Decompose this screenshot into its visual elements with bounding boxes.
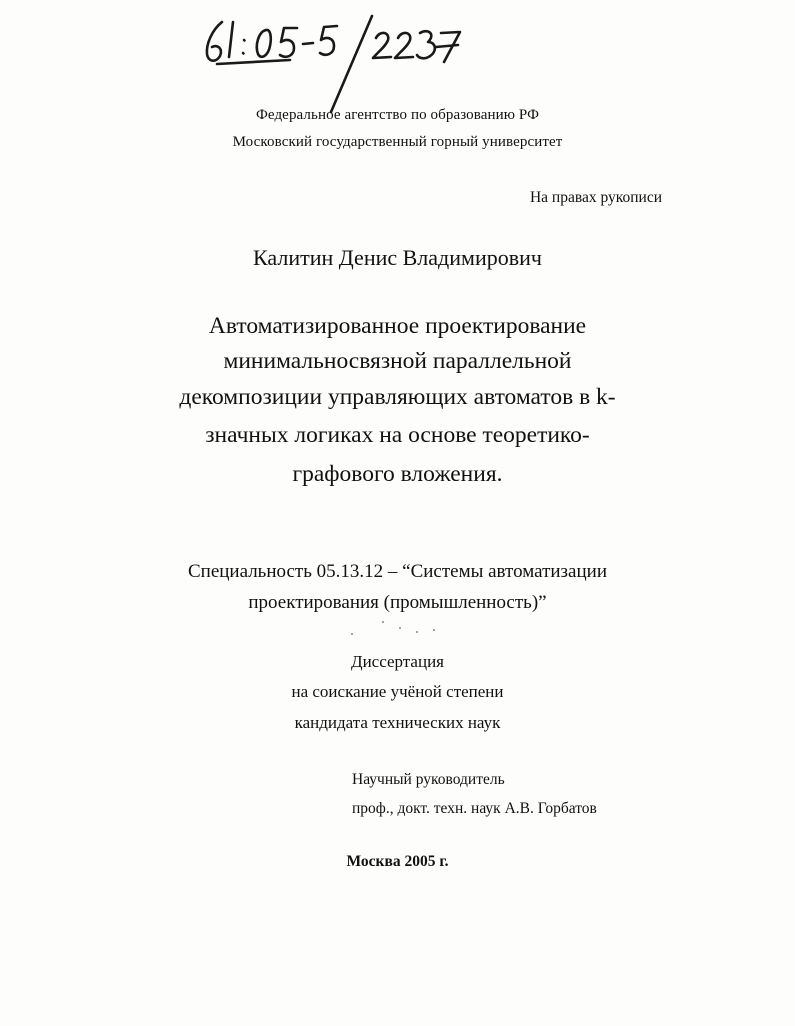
scan-speck xyxy=(416,631,418,633)
supervisor-name: проф., докт. техн. наук А.В. Горбатов xyxy=(352,800,597,817)
dissertation-line: на соискание учёной степени xyxy=(291,682,504,701)
manuscript-rights-note: На правах рукописи xyxy=(529,189,662,206)
scan-speck xyxy=(433,629,435,631)
specialty-line: Специальность 05.13.12 – “Системы автоматизации xyxy=(187,561,607,582)
title-line: значных логиках на основе теоретико- xyxy=(205,422,590,448)
specialty-line: проектирования (промышленность)” xyxy=(248,592,547,613)
agency-name: Федеральное агентство по образованию РФ xyxy=(255,107,540,123)
author-name: Калитин Денис Владимирович xyxy=(253,245,542,270)
title-line: графового вложения. xyxy=(292,461,503,487)
title-line: минимальносвязной параллельной xyxy=(223,348,572,374)
university-name: Московский государственный горный университет xyxy=(232,134,563,150)
title-line: декомпозиции управляющих автоматов в k- xyxy=(179,384,616,410)
scan-speck xyxy=(399,627,401,629)
title-line: Автоматизированное проектирование xyxy=(208,313,587,339)
dissertation-line: Диссертация xyxy=(350,652,444,671)
city-year: Москва 2005 г. xyxy=(346,853,449,870)
handwritten-archive-number xyxy=(0,0,795,120)
scan-speck xyxy=(351,633,353,635)
scan-speck xyxy=(382,621,384,623)
supervisor-label: Научный руководитель xyxy=(352,771,505,788)
dissertation-line: кандидата технических наук xyxy=(294,713,501,732)
